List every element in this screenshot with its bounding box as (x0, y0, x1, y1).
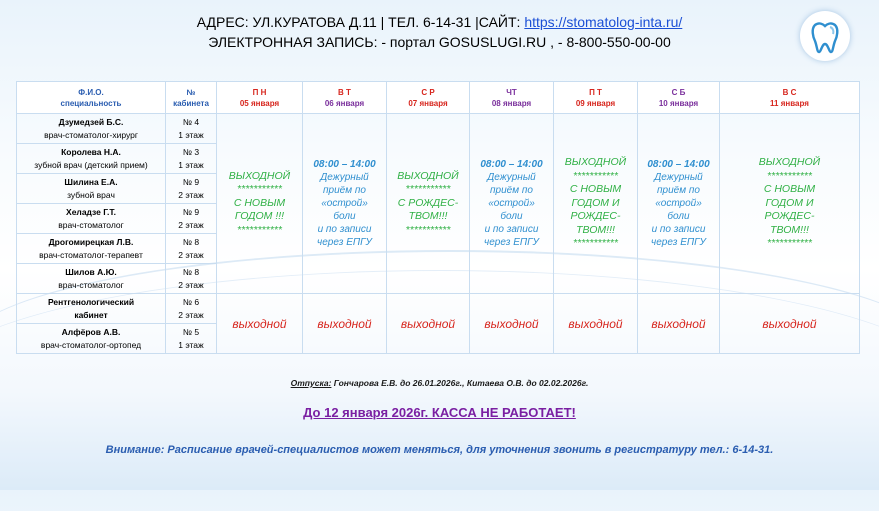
header-day: ЧТ 08 января (470, 82, 554, 114)
holiday-cell: ВЫХОДНОЙ *********** С НОВЫМ ГОДОМ И РОЖДЕС- ТВОМ!!! *********** (720, 114, 860, 294)
tooth-icon (800, 11, 850, 61)
day-off-cell: выходной (387, 294, 470, 354)
registration-line: ЭЛЕКТРОННАЯ ЗАПИСЬ: - портал GOSUSLUGI.RU , - 8-800-550-00-00 (208, 34, 671, 50)
room-cell: № 6 2 этаж (166, 294, 217, 324)
site-link[interactable]: https://stomatolog-inta.ru/ (524, 14, 683, 30)
table-row (17, 294, 860, 324)
day-off-cell: выходной (217, 294, 303, 354)
vacation-note: Отпуска: Гончарова Е.В. до 26.01.2026г., Китаева О.В. до 02.02.2026г. (290, 378, 589, 388)
clinic-logo (800, 11, 850, 61)
doctor-cell: Дзумедзей Б.С. врач-стоматолог-хирург (17, 114, 166, 144)
holiday-cell: ВЫХОДНОЙ *********** С НОВЫМ ГОДОМ !!! *********** (217, 114, 303, 294)
day-off-cell: выходной (638, 294, 720, 354)
header-day: П Т 09 января (554, 82, 638, 114)
attention-note: Внимание: Расписание врачей-специалистов может меняться, для уточнения звонить в регистратуру тел.: 6-14-31. (105, 444, 774, 456)
room-cell: № 8 2 этаж (166, 264, 217, 294)
header-day: С Б 10 января (638, 82, 720, 114)
doctor-cell: Хеладзе Г.Т. врач-стоматолог (17, 204, 166, 234)
room-cell: № 8 2 этаж (166, 234, 217, 264)
holiday-cell: ВЫХОДНОЙ *********** С НОВЫМ ГОДОМ И РОЖДЕС- ТВОМ!!! *********** (554, 114, 638, 294)
address-line: АДРЕС: УЛ.КУРАТОВА Д.11 | ТЕЛ. 6-14-31 |САЙТ: https://stomatolog-inta.ru/ (196, 14, 683, 30)
header-day: В Т 06 января (303, 82, 387, 114)
day-off-cell: выходной (554, 294, 638, 354)
header-day: В С 11 января (720, 82, 860, 114)
room-cell: № 5 1 этаж (166, 324, 217, 354)
duty-cell: 08:00 – 14:00 Дежурный приём по «острой» боли и по записи через ЕПГУ (470, 114, 554, 294)
header-name: Ф.И.О. специальность (17, 82, 166, 114)
doctor-cell: Королева Н.А. зубной врач (детский прием) (17, 144, 166, 174)
cash-desk-notice: До 12 января 2026г. КАССА НЕ РАБОТАЕТ! (303, 405, 576, 420)
doctor-cell: Шилов А.Ю. врач-стоматолог (17, 264, 166, 294)
room-cell: № 3 1 этаж (166, 144, 217, 174)
doctor-cell: Алфёров А.В. врач-стоматолог-ортопед (17, 324, 166, 354)
header-day: П Н 05 января (217, 82, 303, 114)
room-cell: № 9 2 этаж (166, 204, 217, 234)
schedule-table (16, 81, 860, 354)
day-off-cell: выходной (720, 294, 860, 354)
doctor-cell: Рентгенологический кабинет (17, 294, 166, 324)
day-off-cell: выходной (470, 294, 554, 354)
room-cell: № 4 1 этаж (166, 114, 217, 144)
room-cell: № 9 2 этаж (166, 174, 217, 204)
table-header-row (17, 82, 860, 114)
duty-cell: 08:00 – 14:00 Дежурный приём по «острой» боли и по записи через ЕПГУ (638, 114, 720, 294)
header-room: № кабинета (166, 82, 217, 114)
header-day: С Р 07 января (387, 82, 470, 114)
holiday-cell: ВЫХОДНОЙ *********** С РОЖДЕС- ТВОМ!!! *********** (387, 114, 470, 294)
doctor-cell: Шилина Е.А. зубной врач (17, 174, 166, 204)
table-row (17, 114, 860, 144)
day-off-cell: выходной (303, 294, 387, 354)
doctor-cell: Дрогомирецкая Л.В. врач-стоматолог-терапевт (17, 234, 166, 264)
duty-cell: 08:00 – 14:00 Дежурный приём по «острой» боли и по записи через ЕПГУ (303, 114, 387, 294)
